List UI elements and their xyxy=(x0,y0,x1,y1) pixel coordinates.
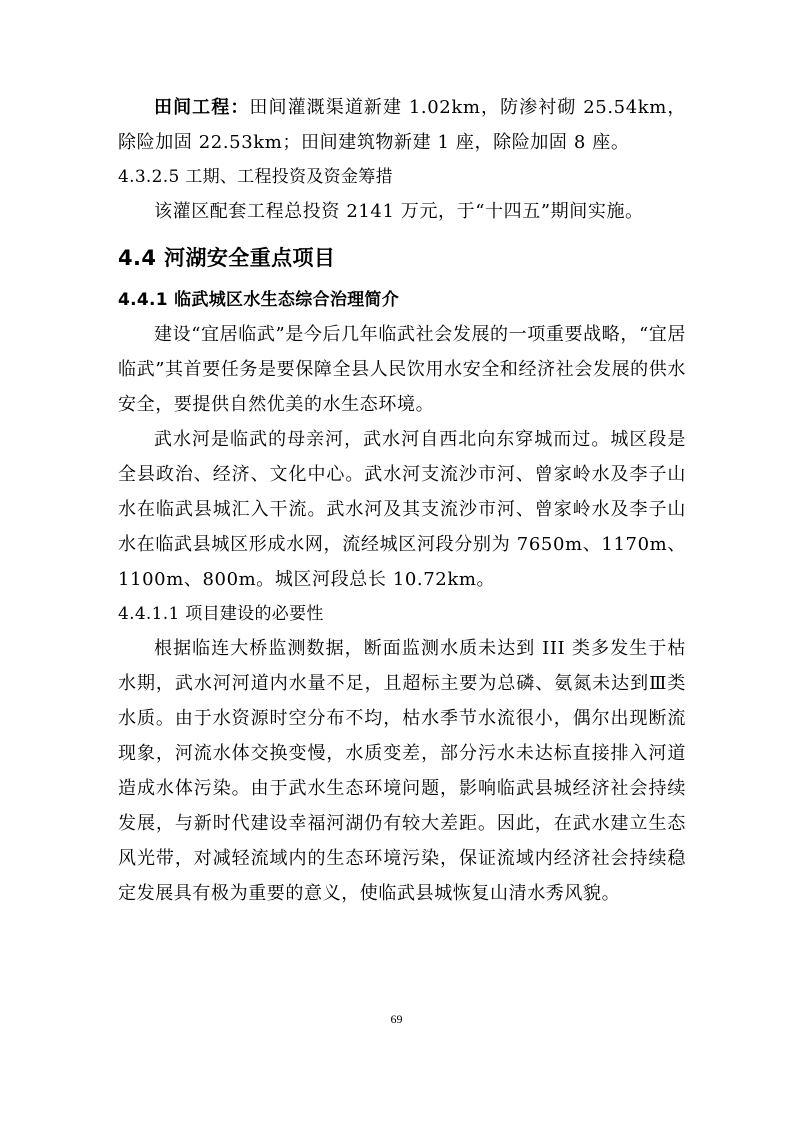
necessity-paragraph: 根据临连大桥监测数据，断面监测水质未达到 III 类多发生于枯水期，武水河河道内水量不足，且超标主要为总磷、氨氮未达到Ⅲ类水质。由于水资源时空分布不均，枯水季节水流很小，偶尔出现断流现象，河流水体交换变慢，水质变差，部分污水未达标直接排入河道造成水体污染。由于武水生态环境问题，影响临武县城经济社会持续发展，与新时代建设幸福河湖仍有较大差距。因此，在武水建立生态风光带，对减轻流域内的生态环境污染，保证流域内经济社会持续稳定发展具有极为重要的意义，使临武县城恢复山清水秀风貌。 xyxy=(118,638,686,904)
subsection-heading-4-4-1: 4.4.1 临武城区水生态综合治理简介 xyxy=(118,290,400,310)
intro-paragraph-1: 建设“宜居临武”是今后几年临武社会发展的一项重要战略，“宜居临武”其首要任务是要保障全县人民饮用水安全和经济社会发展的供水安全，要提供自然优美的水生态环境。 xyxy=(118,324,686,415)
heading-4-4-1-1: 4.4.1.1 项目建设的必要性 xyxy=(118,604,324,624)
heading-4-3-2-5: 4.3.2.5 工期、工程投资及资金筹措 xyxy=(118,167,393,187)
section-heading-4-4: 4.4 河湖安全重点项目 xyxy=(118,246,336,270)
field-engineering-paragraph xyxy=(118,90,686,160)
page-number: 69 xyxy=(390,1012,403,1026)
investment-paragraph: 该灌区配套工程总投资 2141 万元，于“十四五”期间实施。 xyxy=(154,201,644,222)
field-engineering-label: 田间工程： xyxy=(154,97,250,118)
field-engineering-text: 田间灌溉渠道新建 1.02km，防渗衬砌 25.54km，除险加固 22.53km；田间建筑物新建 1 座，除险加固 8 座。 xyxy=(118,97,687,153)
intro-paragraph-2: 武水河是临武的母亲河，武水河自西北向东穿城而过。城区段是全县政治、经济、文化中心。武水河支流沙市河、曾家岭水及李子山水在临武县城汇入干流。武水河及其支流沙市河、曾家岭水及李子山水在临武县城区形成水网，流经城区河段分别为 7650m、1170m、1100m、800m。城区河段总长 10.72km。 xyxy=(118,429,686,590)
page-body xyxy=(118,90,686,911)
